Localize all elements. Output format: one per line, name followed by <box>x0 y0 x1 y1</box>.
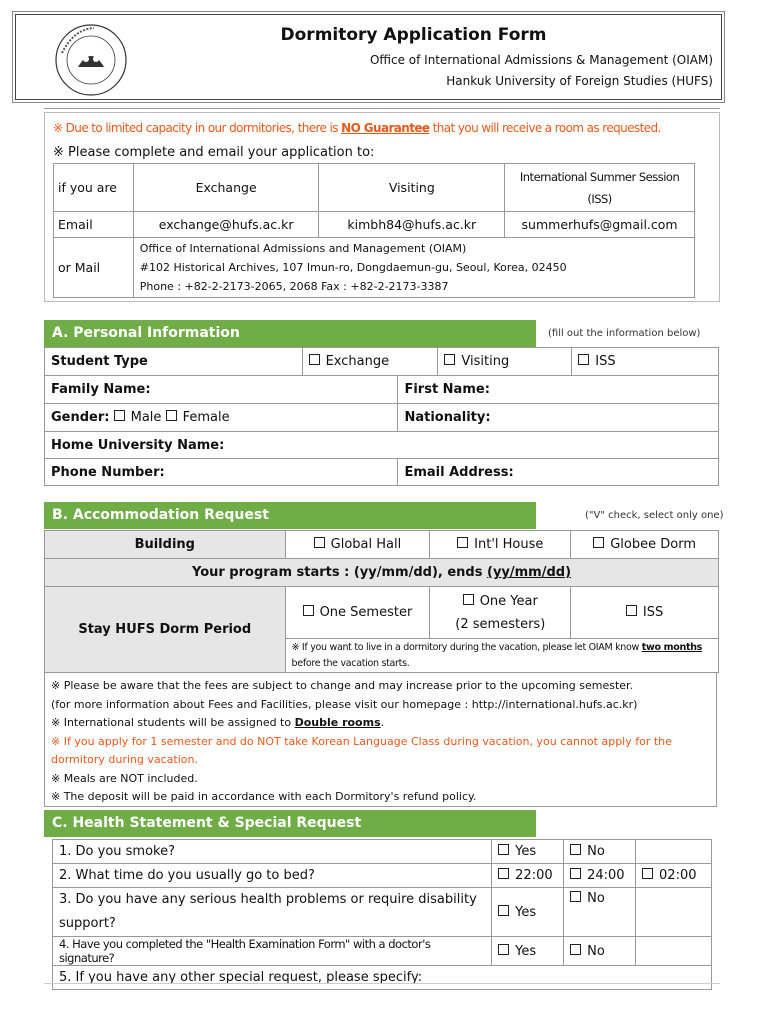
stay-period-label: Stay HUFS Dorm Period <box>45 587 286 673</box>
checkbox-icon <box>626 605 637 616</box>
if-you-are-label: if you are <box>54 164 134 212</box>
home-university-field[interactable]: Home University Name: <box>45 432 719 459</box>
note-fees: ※ Please be aware that the fees are subject to change and may increase prior to the upcoming semester. <box>51 679 634 692</box>
smoke-no[interactable]: No <box>564 840 636 864</box>
iss-header: International Summer Session (ISS) <box>505 164 695 212</box>
note-double-rooms: ※ International students will be assigned to Double rooms. <box>51 716 385 729</box>
empty-cell <box>636 840 712 864</box>
health-table <box>52 839 712 990</box>
section-a-title: A. Personal Information <box>44 320 536 347</box>
empty-cell <box>636 888 712 937</box>
checkbox-icon <box>314 537 325 548</box>
question-bedtime: 2. What time do you usually go to bed? <box>53 864 492 888</box>
email-iss[interactable]: summerhufs@gmail.com <box>505 212 695 238</box>
contact-table <box>53 163 695 298</box>
health-form-no[interactable]: No <box>564 937 636 966</box>
gender-female[interactable]: Female <box>166 410 230 425</box>
bedtime-2400[interactable]: 24:00 <box>564 864 636 888</box>
health-no[interactable]: No <box>564 888 636 937</box>
checkbox-icon <box>498 868 509 879</box>
health-yes[interactable]: Yes <box>492 888 564 937</box>
section-c-title: C. Health Statement & Special Request <box>44 810 536 837</box>
section-b-note: ("V" check, select only one) <box>585 510 724 521</box>
building-label: Building <box>45 531 286 559</box>
capacity-warning: ※ Due to limited capacity in our dormitories, there is NO Guarantee that you will receive a room as requested. <box>53 121 661 135</box>
university-name: Hankuk University of Foreign Studies (HUFS) <box>446 74 713 88</box>
office-name: Office of International Admissions & Management (OIAM) <box>369 53 713 67</box>
empty-cell <box>636 937 712 966</box>
divider <box>44 983 720 984</box>
program-dates-field[interactable]: Your program starts : (yy/mm/dd), ends (yy/mm/dd) <box>45 559 719 587</box>
building-globee-dorm[interactable]: Globee Dorm <box>571 531 719 559</box>
building-global-hall[interactable]: Global Hall <box>285 531 430 559</box>
section-a-note: (fill out the information below) <box>548 328 701 339</box>
section-b-title: B. Accommodation Request <box>44 502 536 529</box>
divider <box>44 108 720 109</box>
stay-iss[interactable]: ISS <box>571 587 719 639</box>
submit-instructions: ※ Please complete and email your application to: <box>53 145 375 160</box>
question-health-form: 4. Have you completed the "Health Examination Form" with a doctor's signature? <box>53 937 492 966</box>
checkbox-icon <box>309 354 320 365</box>
vacation-note: ※ If you want to live in a dormitory during the vacation, please let OIAM know two months before the vacation starts. <box>285 639 718 673</box>
student-type-iss[interactable]: ISS <box>572 348 719 376</box>
gender-male[interactable]: Male <box>114 410 162 425</box>
phone-field[interactable]: Phone Number: <box>45 459 398 486</box>
checkbox-icon <box>570 844 581 855</box>
checkbox-icon <box>642 868 653 879</box>
checkbox-icon <box>303 605 314 616</box>
student-type-exchange[interactable]: Exchange <box>302 348 438 376</box>
form-title: Dormitory Application Form <box>280 25 547 45</box>
email-visiting[interactable]: kimbh84@hufs.ac.kr <box>319 212 505 238</box>
accommodation-table <box>44 530 719 673</box>
personal-info-table <box>44 347 719 486</box>
checkbox-icon <box>570 891 581 902</box>
checkbox-icon <box>463 594 474 605</box>
checkbox-icon <box>578 354 589 365</box>
checkbox-icon <box>114 410 125 421</box>
note-deposit: ※ The deposit will be paid in accordance with each Dormitory's refund policy. <box>51 790 477 803</box>
note-korean-class: ※ If you apply for 1 semester and do NOT take Korean Language Class during vacation, you cannot apply for the dormitory during vacation. <box>51 734 672 766</box>
email-exchange[interactable]: exchange@hufs.ac.kr <box>133 212 319 238</box>
stay-one-semester[interactable]: One Semester <box>285 587 430 639</box>
special-request-field[interactable]: 5. If you have any other special request, please specify: <box>53 966 712 990</box>
fees-notes <box>44 672 717 807</box>
nationality-field[interactable]: Nationality: <box>398 404 719 432</box>
exchange-header: Exchange <box>133 164 319 212</box>
checkbox-icon <box>570 868 581 879</box>
checkbox-icon <box>498 944 509 955</box>
first-name-field[interactable]: First Name: <box>398 376 719 404</box>
checkbox-icon <box>444 354 455 365</box>
checkbox-icon <box>593 537 604 548</box>
stay-one-year[interactable]: One Year (2 semesters) <box>430 587 571 639</box>
question-health: 3. Do you have any serious health problems or require disability support? <box>53 888 492 937</box>
checkbox-icon <box>498 844 509 855</box>
checkbox-icon <box>570 944 581 955</box>
mail-address: Office of International Admissions and Management (OIAM) #102 Historical Archives, 107 Imun-ro, Dongdaemun-gu, Seoul, Korea, 02450 Phone : +82-2-2173-2065, 2068 Fax : +82-2-2173-3387 <box>133 238 694 298</box>
smoke-yes[interactable]: Yes <box>492 840 564 864</box>
question-smoke: 1. Do you smoke? <box>53 840 492 864</box>
student-type-visiting[interactable]: Visiting <box>438 348 572 376</box>
intro-block <box>44 112 720 302</box>
student-type-label: Student Type <box>45 348 303 376</box>
note-meals: ※ Meals are NOT included. <box>51 771 198 785</box>
checkbox-icon <box>166 410 177 421</box>
building-intl-house[interactable]: Int'l House <box>430 531 571 559</box>
health-form-yes[interactable]: Yes <box>492 937 564 966</box>
checkbox-icon <box>498 905 509 916</box>
form-header <box>15 14 722 100</box>
email-label: Email <box>54 212 134 238</box>
family-name-field[interactable]: Family Name: <box>45 376 398 404</box>
mail-label: or Mail <box>54 238 134 298</box>
bedtime-0200[interactable]: 02:00 <box>636 864 712 888</box>
visiting-header: Visiting <box>319 164 505 212</box>
email-address-field[interactable]: Email Address: <box>398 459 719 486</box>
gender-field: Gender: Male Female <box>45 404 398 432</box>
bedtime-2200[interactable]: 22:00 <box>492 864 564 888</box>
note-homepage: (for more information about Fees and Facilities, please visit our homepage : http://international.hufs.ac.kr) <box>51 697 638 711</box>
checkbox-icon <box>457 537 468 548</box>
